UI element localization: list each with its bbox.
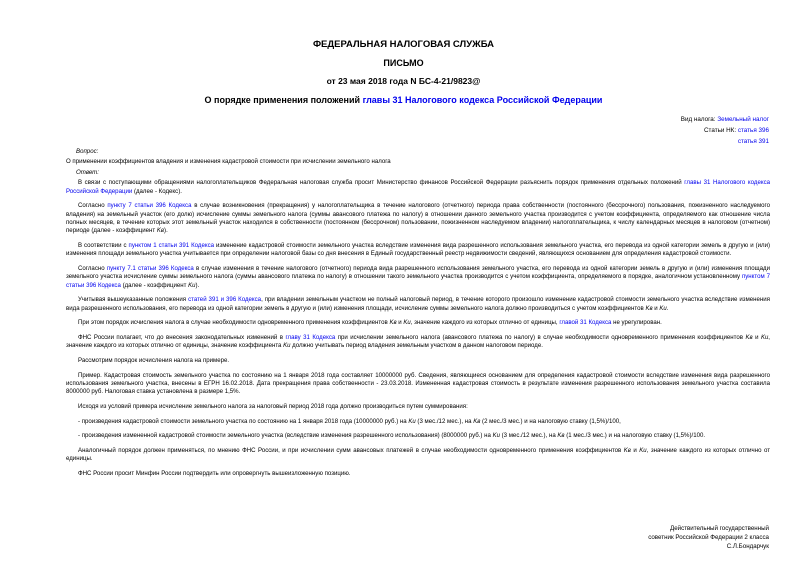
answer-label: Ответ: bbox=[76, 168, 99, 176]
link-art391-396[interactable]: статей 391 и 396 Кодекса bbox=[188, 296, 262, 304]
coef-ki: Kи bbox=[403, 320, 411, 327]
doc-type: ПИСЬМО bbox=[383, 58, 424, 68]
doc-date-number: от 23 мая 2018 года N БС-4-21/9823@ bbox=[326, 76, 481, 86]
coef-kv: Kв bbox=[645, 305, 653, 312]
link-chapter-31[interactable]: главы 31 Налогового кодекса Российской Федерации bbox=[66, 179, 770, 195]
paragraph-9: Пример. Кадастровая стоимость земельного участка по состоянию на 1 января 2018 года составляет 10000000 руб. Сведения, являющиеся основанием для определения кадастровой стоимости вследствие изменения вида разрешенного использования земельного участка, внесены в ЕГРН 16.02.2018. Дата прекращения права собственности - 23.03.2018. Измененная кадастровая стоимость в результате изменения разрешенного использования земельного участка составила 8000000 руб. Налоговая ставка установлена в размере 1,5%. bbox=[66, 371, 770, 396]
subject-link[interactable]: главы 31 Налогового кодекса Российской Федерации bbox=[362, 95, 603, 105]
coef-kv: Kв bbox=[389, 320, 397, 327]
paragraph-6: При этом порядок исчисления налога в случае необходимости одновременного применения коэффициентов Kв и Kи, значение каждого из которых отлично от единицы, главой 31 Кодекса не урегулирован. bbox=[78, 319, 662, 327]
paragraph-4: Согласно пункту 7.1 статьи 396 Кодекса в случае изменения в течение налогового (отчетного) периода вида разрешенного использования земельного участка, его перевода из одной категории земель в другую и (или) изменения площади земельного участка исчисление суммы земельного налога (суммы авансового платежа по налогу) в отношении такого земельного участка производится с учетом коэффициента, определяемого в порядке, аналогичном установленному пунктом 7 статьи 396 Кодекса (далее - коэффициент Kи). bbox=[66, 265, 771, 289]
tax-articles-2 bbox=[738, 136, 769, 148]
coef-ki: Kи bbox=[760, 335, 769, 342]
coef-kv: Kв bbox=[557, 433, 565, 440]
link-p71-art396[interactable]: пункту 7.1 статьи 396 Кодекса bbox=[106, 265, 194, 273]
doc-subject: О порядке применения положений главы 31 Налогового кодекса Российской Федерации bbox=[204, 95, 603, 105]
tax-type-link[interactable]: Земельный налог bbox=[717, 116, 769, 123]
coef-ki: Kи bbox=[408, 418, 416, 425]
question-label: Вопрос: bbox=[76, 148, 99, 155]
letter-body bbox=[66, 148, 770, 484]
paragraph-7: ФНС России полагает, что до внесения законодательных изменений в главу 31 Кодекса при исчислении земельного налога (авансового платежа по налогу) в случае необходимости одновременного применения коэффициентов Kв и Kи, значение каждого из которых отлично от единицы, значение коэффициента Kи должно учитывать период владения земельным участком в данном налоговом периоде. bbox=[66, 334, 770, 350]
tax-type: Вид налога: Земельный налог bbox=[680, 116, 769, 123]
paragraph-5: Учитывая вышеуказанные положения статей 391 и 396 Кодекса, при владении земельным участком не полный налоговый период, в течение которого произошло изменение кадастровой стоимости земельного участка вследствие изменения вида разрешенного использования, его перевода из одной категории земель в другую и (или) изменения площади, исчисление суммы земельного налога должно производиться с учетом коэффициентов Kв и Kи. bbox=[66, 296, 770, 312]
paragraph-1: В связи с поступающими обращениями налогоплательщиков Федеральная налоговая служба просит Министерство финансов Российской Федерации разъяснить порядок применения отдельных положений главы 31 Налогового кодекса Российской Федерации (далее - Кодекс). bbox=[66, 179, 770, 195]
signature-name: С.Л.Бондарчук bbox=[726, 543, 769, 550]
question-text: О применении коэффициентов владения и изменения кадастровой стоимости при исчислении земельного налога bbox=[66, 158, 391, 166]
paragraph-10: Исходя из условий примера исчисление земельного налога за налоговый период 2018 года должно производиться путем суммирования: bbox=[78, 403, 468, 411]
coef-kv: Kв bbox=[156, 228, 165, 235]
link-p7-art396[interactable]: пункту 7 статьи 396 Кодекса bbox=[107, 202, 192, 210]
paragraph-13: Аналогичный порядок должен применяться, по мнению ФНС России, и при исчислении сумм авансовых платежей в случае необходимости одновременного применения коэффициентов Kв и Kи, значение каждого из которых отлично от единицы. bbox=[66, 446, 771, 463]
link-chapter-31-2[interactable]: главой 31 Кодекса bbox=[559, 319, 612, 327]
tax-articles: Статьи НК: статья 396 bbox=[703, 127, 769, 134]
link-chapter-31-3[interactable]: главу 31 Кодекса bbox=[285, 334, 336, 342]
coef-ki: Kи bbox=[283, 343, 291, 350]
link-p7-art396-2[interactable]: пунктом 7 статьи 396 Кодекса bbox=[66, 273, 770, 289]
coef-kv: Kв bbox=[745, 335, 753, 342]
coef-kv: Kв bbox=[623, 447, 631, 454]
agency-title: ФЕДЕРАЛЬНАЯ НАЛОГОВАЯ СЛУЖБА bbox=[312, 39, 495, 50]
article-391-link[interactable]: статья 391 bbox=[737, 138, 769, 145]
signature-block bbox=[648, 524, 769, 551]
article-396-link[interactable]: статья 396 bbox=[737, 127, 769, 134]
coef-ki: Kи bbox=[492, 433, 500, 440]
coef-kv: Kв bbox=[473, 418, 481, 425]
paragraph-12: - произведения измененной кадастровой стоимости земельного участка (вследствие изменения разрешенного использования) (8000000 руб.) на Kи (3 мес./12 мес.), на Kв (1 мес./3 мес.) и на налоговую ставку (1,5%)/100. bbox=[78, 432, 706, 440]
paragraph-11: - произведения кадастровой стоимости земельного участка по состоянию на 1 января 2018 года (10000000 руб.) на Kи (3 мес./12 мес.), на Kв (2 мес./3 мес.) и на налоговую ставку (1,5%)/100, bbox=[78, 417, 621, 425]
paragraph-14: ФНС России просит Минфин России подтвердить или опровергнуть вышеизложенную позицию. bbox=[78, 469, 351, 477]
paragraph-2: Согласно пункту 7 статьи 396 Кодекса в случае возникновения (прекращения) у налогоплательщика в течение налогового (отчетного) периода права собственности (постоянного (бессрочного) пользования, пожизненного наследуемого владения) на земельный участок (его долю) исчисление суммы земельного налога (суммы авансового платежа по налогу) в отношении данного земельного участка производится с учетом коэффициента, определяемого как отношение числа полных месяцев, в течение которых этот земельный участок находился в собственности (постоянном (бессрочном) пользовании, пожизненном наследуемом владении) налогоплательщика, к числу календарных месяцев в налоговом (отчетном) периоде (далее - коэффициент Kв). bbox=[66, 202, 770, 235]
coef-ki: Kи bbox=[639, 447, 647, 454]
coef-ki: Kи bbox=[659, 305, 667, 312]
link-p1-art391[interactable]: пунктом 1 статьи 391 Кодекса bbox=[128, 242, 215, 250]
paragraph-8: Рассмотрим порядок исчисления налога на примере. bbox=[78, 357, 230, 365]
signature-title-1: Действительный государственный bbox=[670, 525, 769, 532]
signature-title-2: советник Российской Федерации 2 класса bbox=[648, 534, 769, 541]
paragraph-3: В соответствии с пунктом 1 статьи 391 Кодекса изменение кадастровой стоимости земельного участка вследствие изменения вида разрешенного использования земельного участка, его перевода из одной категории земель в другую и (или) изменения площади земельного участка учитывается при определении налоговой базы со дня внесения в Единый государственный реестр недвижимости сведений, являющихся основанием для определения кадастровой стоимости. bbox=[66, 242, 771, 258]
coef-ki: Kи bbox=[188, 282, 196, 289]
